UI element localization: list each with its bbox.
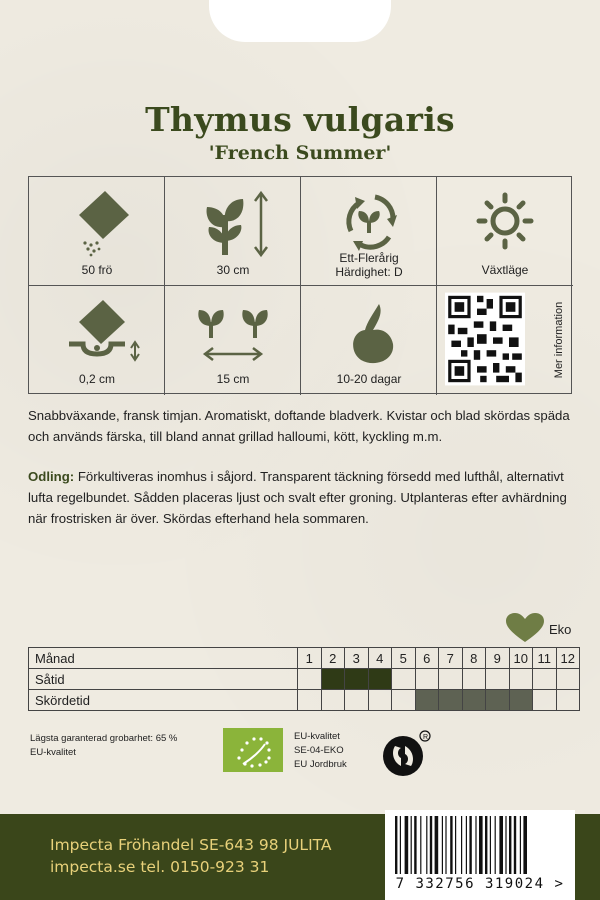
company-contact-line: impecta.se tel. 0150-923 31 xyxy=(50,858,270,876)
description: Snabbväxande, fransk timjan. Aromatiskt, doftande bladverk. Kvistar och blad skördas späda och används färska, till bland annat grillad halloumi, kött, kyckling m.m. xyxy=(28,408,570,444)
barcode-bar xyxy=(445,816,446,874)
month-1: 1 xyxy=(298,648,322,669)
barcode-bar xyxy=(450,816,452,874)
eu-certification xyxy=(294,730,347,772)
eu-quality: EU-kvalitet xyxy=(294,731,340,742)
month-11: 11 xyxy=(533,648,557,669)
company-name-line: Impecta Fröhandel SE-643 98 JULITA xyxy=(50,836,332,854)
barcode-bar xyxy=(520,816,521,874)
barcode-bar xyxy=(485,816,487,874)
harvest-month-cell xyxy=(509,690,533,711)
harvest-row xyxy=(29,690,580,711)
barcode-bar xyxy=(475,816,476,874)
sowing-month-cell xyxy=(392,669,416,690)
barcode-bar xyxy=(479,816,483,874)
month-3: 3 xyxy=(345,648,369,669)
month-8: 8 xyxy=(462,648,486,669)
cultivation-label: Odling: xyxy=(28,469,75,484)
month-9: 9 xyxy=(486,648,510,669)
harvest-row-label: Skördetid xyxy=(29,690,298,711)
germination-label: 10-20 dagar xyxy=(336,372,402,386)
harvest-month-cell xyxy=(368,690,392,711)
harvest-month-cell xyxy=(439,690,463,711)
sun-icon xyxy=(437,185,573,259)
barcode-bar xyxy=(455,816,456,874)
sowing-month-cell xyxy=(556,669,580,690)
barcode-number: 7 332756 319024 > xyxy=(395,876,565,892)
hang-hole xyxy=(209,0,391,42)
seed-count-cell xyxy=(29,177,165,286)
lifecycle-icon xyxy=(301,185,437,259)
company-address xyxy=(50,834,332,878)
barcode-bar xyxy=(395,816,397,874)
sowing-row-label: Såtid xyxy=(29,669,298,690)
barcode-bar xyxy=(420,816,421,874)
more-info-label: Mer information xyxy=(553,301,565,379)
cultivation-text xyxy=(28,466,576,529)
month-10: 10 xyxy=(509,648,533,669)
barcode-bar xyxy=(523,816,527,874)
harvest-month-cell xyxy=(345,690,369,711)
germination-guarantee-text: Lägsta garanterad grobarhet: 65 % xyxy=(30,733,178,744)
sowing-month-cell xyxy=(321,669,345,690)
barcode-bar xyxy=(469,816,471,874)
sowing-depth-icon xyxy=(29,294,165,368)
plant-title: Thymus vulgaris xyxy=(145,100,455,139)
harvest-month-cell xyxy=(462,690,486,711)
sowing-month-cell xyxy=(486,669,510,690)
barcode-bars xyxy=(395,816,555,874)
harvest-month-cell xyxy=(533,690,557,711)
lifecycle-cell xyxy=(301,177,437,286)
barcode-bar xyxy=(435,816,439,874)
barcode-bar xyxy=(461,816,462,874)
barcode-bar xyxy=(490,816,491,874)
barcode xyxy=(385,810,575,900)
more-info-vertical xyxy=(551,294,567,388)
eu-organic-logo xyxy=(223,728,283,772)
barcode-bar xyxy=(442,816,443,874)
spacing-label: 15 cm xyxy=(216,372,250,386)
harvest-month-cell xyxy=(486,690,510,711)
sowing-month-cell xyxy=(298,669,322,690)
hardiness-label: Härdighet: D xyxy=(335,265,403,279)
sowing-month-cell xyxy=(368,669,392,690)
heart-icon xyxy=(506,613,544,643)
seed-sprout-icon xyxy=(301,294,437,368)
sowing-month-cell xyxy=(439,669,463,690)
harvest-month-cell xyxy=(298,690,322,711)
sowing-depth-cell xyxy=(29,286,165,395)
sowing-depth-label: 0,2 cm xyxy=(78,372,115,386)
sowing-month-cell xyxy=(345,669,369,690)
barcode-bar xyxy=(514,816,516,874)
sowing-month-cell xyxy=(533,669,557,690)
barcode-bar xyxy=(509,816,511,874)
barcode-bar xyxy=(414,816,416,874)
qr-cell xyxy=(437,286,573,395)
eu-control-code: SE-04-EKO xyxy=(294,745,344,756)
sowing-month-cell xyxy=(509,669,533,690)
barcode-bar xyxy=(400,816,401,874)
quality-text: EU-kvalitet xyxy=(30,747,76,758)
height-label: 30 cm xyxy=(216,263,250,277)
position-cell xyxy=(437,177,573,286)
position-label: Växtläge xyxy=(481,263,529,277)
month-5: 5 xyxy=(392,648,416,669)
barcode-bar xyxy=(411,816,412,874)
month-12: 12 xyxy=(556,648,580,669)
sowing-month-cell xyxy=(462,669,486,690)
cultivation-body: Förkultiveras inomhus i såjord. Transparent täckning försedd med lufthål, alternativt lufta regelbundet. Sådden placeras ljust och svalt efter groning. Utplanteras efter avhärdning när frostrisken är över. Skördas efterhand hela sommaren. xyxy=(28,469,567,526)
barcode-bar xyxy=(505,816,506,874)
eko-badge xyxy=(506,613,576,643)
harvest-month-cell xyxy=(321,690,345,711)
svg-text:R: R xyxy=(423,734,429,741)
barcode-bar xyxy=(466,816,467,874)
sowing-row xyxy=(29,669,580,690)
seed-count-label: 50 frö xyxy=(81,263,113,277)
seed-packet-icon xyxy=(29,185,165,259)
eko-label: Eko xyxy=(549,622,572,637)
month-6: 6 xyxy=(415,648,439,669)
month-2: 2 xyxy=(321,648,345,669)
harvest-month-cell xyxy=(415,690,439,711)
sowing-month-cell xyxy=(415,669,439,690)
harvest-month-cell xyxy=(392,690,416,711)
germination-cell xyxy=(301,286,437,395)
plant-height-icon xyxy=(165,185,301,259)
green-dot-recycling-icon xyxy=(381,728,431,778)
qr-code[interactable] xyxy=(445,292,525,386)
harvest-month-cell xyxy=(556,690,580,711)
month-label: Månad xyxy=(29,648,298,669)
height-cell xyxy=(165,177,301,286)
barcode-bar xyxy=(499,816,503,874)
variety-name: 'French Summer' xyxy=(208,142,392,164)
barcode-bar xyxy=(495,816,496,874)
info-grid xyxy=(28,176,572,394)
plant-spacing-icon xyxy=(165,294,301,368)
eu-agriculture: EU Jordbruk xyxy=(294,759,347,770)
month-7: 7 xyxy=(439,648,463,669)
lifecycle-label: Ett-Flerårig xyxy=(339,251,399,265)
calendar-header-row xyxy=(29,648,580,669)
spacing-cell xyxy=(165,286,301,395)
germination-guarantee xyxy=(30,732,177,760)
sowing-calendar xyxy=(28,647,580,711)
barcode-bar xyxy=(430,816,432,874)
barcode-bar xyxy=(405,816,409,874)
month-4: 4 xyxy=(368,648,392,669)
barcode-bar xyxy=(426,816,427,874)
